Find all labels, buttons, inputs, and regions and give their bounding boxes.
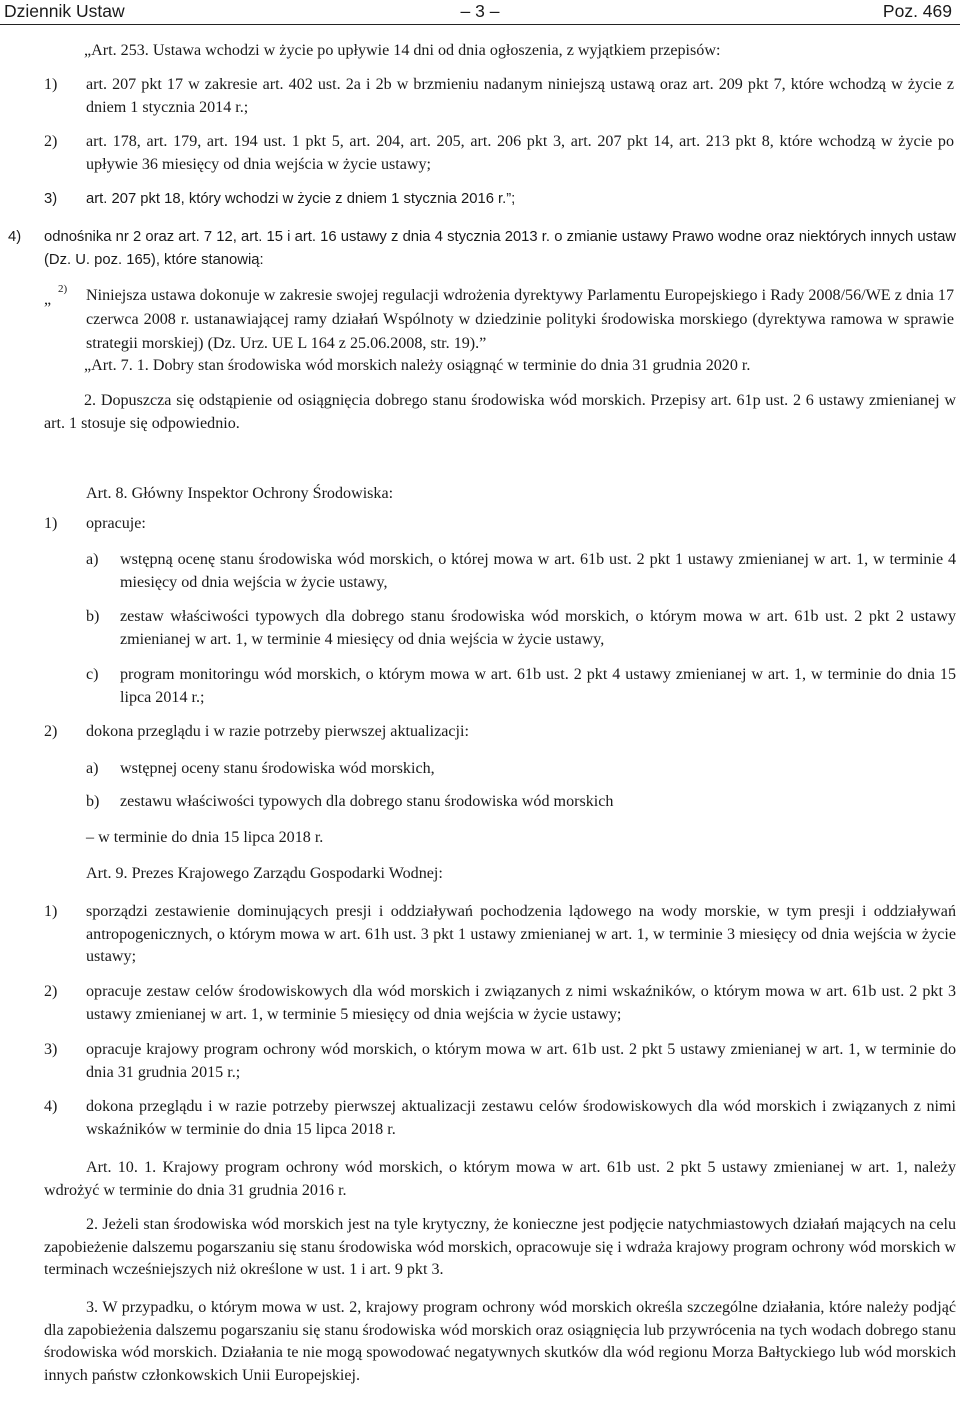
art253-item-3: art. 207 pkt 18, który wchodzi w życie z dniem 1 stycznia 2016 r.”; (86, 191, 516, 207)
art8-item-1-number: 1) (44, 515, 58, 532)
art253-item-1-number: 1) (44, 76, 58, 93)
art253-item-3-number: 3) (44, 191, 58, 207)
art9-item-3-number: 3) (44, 1041, 58, 1058)
art253-item-2-number: 2) (44, 133, 58, 150)
art9-intro: Art. 9. Prezes Krajowego Zarządu Gospodarki Wodnej: (86, 865, 443, 882)
art9-item-4: dokona przeglądu i w razie potrzeby pierwszej aktualizacji zestawu celów środowiskowych dla wód morskich i związanych z nimi wskaźników w terminie do dnia 15 lipca 2018 r. (86, 1098, 956, 1138)
page-number: – 3 – (460, 1, 500, 21)
footnote-quote-mark: „ (44, 291, 52, 308)
art10-paragraph-3: 3. W przypadku, o którym mowa w ust. 2, krajowy program ochrony wód morskich określa szczególne działania, które należy podjąć dla zapobieżenia dalszemu pogarszaniu się stanu środowiska wód morskich oraz osiągnięcia lub przywrócenia na tych wodach dobrego stanu środowiska wód morskich. Działania te nie mogą spowodować negatywnych skutków dla wód regionu Morza Bałtyckiego lub wód morskich innych państw członkowskich Unii Europejskiej. (44, 1299, 956, 1384)
art7-paragraph-1: „Art. 7. 1. Dobry stan środowiska wód morskich należy osiągnąć w terminie do dnia 31 grudnia 2020 r. (84, 357, 751, 374)
art9-item-3: opracuje krajowy program ochrony wód morskich, o którym mowa w art. 61b ust. 2 pkt 5 ustawy zmienianej w art. 1, w terminie do dnia 31 grudnia 2015 r.; (86, 1041, 956, 1081)
footnote-text (86, 284, 954, 356)
art8-item-2: dokona przeglądu i w razie potrzeby pierwszej aktualizacji: (86, 723, 469, 740)
item-4: odnośnika nr 2 oraz art. 7 12, art. 15 i art. 16 ustawy z dnia 4 stycznia 2013 r. o zmianie ustawy Prawo wodne oraz niektórych innych ustaw (Dz. U. poz. 165), które stanowią: (44, 229, 956, 268)
page-header (0, 0, 960, 24)
art8-item-1a-number: a) (86, 551, 99, 568)
position-number: Poz. 469 (882, 1, 952, 21)
art8-item-1a: wstępną ocenę stanu środowiska wód morskich, o której mowa w art. 61b ust. 2 pkt 1 ustawy zmienianej w art. 1, w terminie 4 miesięcy od dnia wejścia w życie ustawy, (120, 551, 956, 591)
footnote-body: Niniejsza ustawa dokonuje w zakresie swojej regulacji wdrożenia dyrektywy Parlamentu Europejskiego i Rady 2008/56/WE z dnia 17 czerwca 2008 r. ustanawiającej ramy działań Wspólnoty w dziedzinie polityki środowiska morskiego (dyrektywa ramowa w sprawie strategii morskiej) (Dz. Urz. UE L 164 z 25.06.2008, str. 19).” (86, 287, 954, 352)
art8-item-1b-number: b) (86, 608, 100, 625)
art10-paragraph-2: 2. Jeżeli stan środowiska wód morskich jest na tyle krytyczny, że konieczne jest podjęcie natychmiastowych działań mających na celu zapobieżenie dalszemu pogarszaniu się stanu środowiska wód morskich, opracowuje się i wdraża krajowy program ochrony wód morskich w terminach wcześniejszych niż określone w ust. 1 i art. 9 pkt 3. (44, 1216, 956, 1279)
header-rule (0, 24, 960, 25)
item-4-number: 4) (8, 229, 22, 245)
art9-item-2-number: 2) (44, 983, 58, 1000)
art8-item-2b-number: b) (86, 793, 100, 810)
art10-paragraph-1: Art. 10. 1. Krajowy program ochrony wód morskich, o którym mowa w art. 61b ust. 2 pkt 5 ustawy zmienianej w art. 1, należy wdrożyć w terminie do dnia 31 grudnia 2016 r. (44, 1159, 956, 1199)
art7-paragraph-2: 2. Dopuszcza się odstąpienie od osiągnięcia dobrego stanu środowiska wód morskich. Przepisy art. 61p ust. 2 6 ustawy zmienianej w art. 1 stosuje się odpowiednio. (44, 392, 956, 432)
art253-item-2: art. 178, art. 179, art. 194 ust. 1 pkt 5, art. 204, art. 205, art. 206 pkt 3, art. 207 pkt 14, art. 213 pkt 8, które wchodzą w życie po upływie 36 miesięcy od dnia wejścia w życie ustawy; (86, 133, 954, 173)
art9-item-1-number: 1) (44, 903, 58, 920)
art253-item-1: art. 207 pkt 17 w zakresie art. 402 ust. 2a i 2b w brzmieniu nadanym niniejszą ustawą oraz art. 209 pkt 7, które wchodzą w życie z dniem 1 stycznia 2014 r.; (86, 76, 954, 116)
art253-intro: „Art. 253. Ustawa wchodzi w życie po upływie 14 dni od dnia ogłoszenia, z wyjątkiem przepisów: (84, 42, 721, 59)
art8-item-2a: wstępnej oceny stanu środowiska wód morskich, (120, 760, 435, 777)
art8-intro: Art. 8. Główny Inspektor Ochrony Środowiska: (86, 485, 394, 502)
art9-item-1: sporządzi zestawienie dominujących presji i oddziaływań pochodzenia lądowego na wody morskie, w tym presji i oddziaływań antropogenicznych, o którym mowa w art. 61h ust. 3 pkt 1 ustawy zmienianej w art. 1, w terminie 3 miesięcy od dnia wejścia w życie ustawy; (86, 903, 956, 966)
art8-item-2a-number: a) (86, 760, 99, 777)
art9-item-4-number: 4) (44, 1098, 58, 1115)
art8-item-1: opracuje: (86, 515, 146, 532)
art8-item-2b: zestawu właściwości typowych dla dobrego stanu środowiska wód morskich (120, 793, 614, 810)
art8-item-2-deadline: – w terminie do dnia 15 lipca 2018 r. (86, 829, 324, 846)
art8-item-2-number: 2) (44, 723, 58, 740)
journal-title: Dziennik Ustaw (4, 1, 125, 21)
art8-item-1c-number: c) (86, 666, 99, 683)
art9-item-2: opracuje zestaw celów środowiskowych dla wód morskich i związanych z nimi wskaźników, o którym mowa w art. 61b ust. 2 pkt 3 ustawy zmienianej w art. 1, w terminie 5 miesięcy od dnia wejścia w życie ustawy; (86, 983, 956, 1023)
footnote-marker: 2) (58, 283, 68, 295)
art8-item-1c: program monitoringu wód morskich, o którym mowa w art. 61b ust. 2 pkt 4 ustawy zmienianej w art. 1, w terminie do dnia 15 lipca 2014 r.; (120, 666, 956, 706)
art8-item-1b: zestaw właściwości typowych dla dobrego stanu środowiska wód morskich, o którym mowa w art. 61b ust. 2 pkt 2 ustawy zmienianej w art. 1, w terminie 4 miesięcy od dnia wejścia w życie ustawy, (120, 608, 956, 648)
